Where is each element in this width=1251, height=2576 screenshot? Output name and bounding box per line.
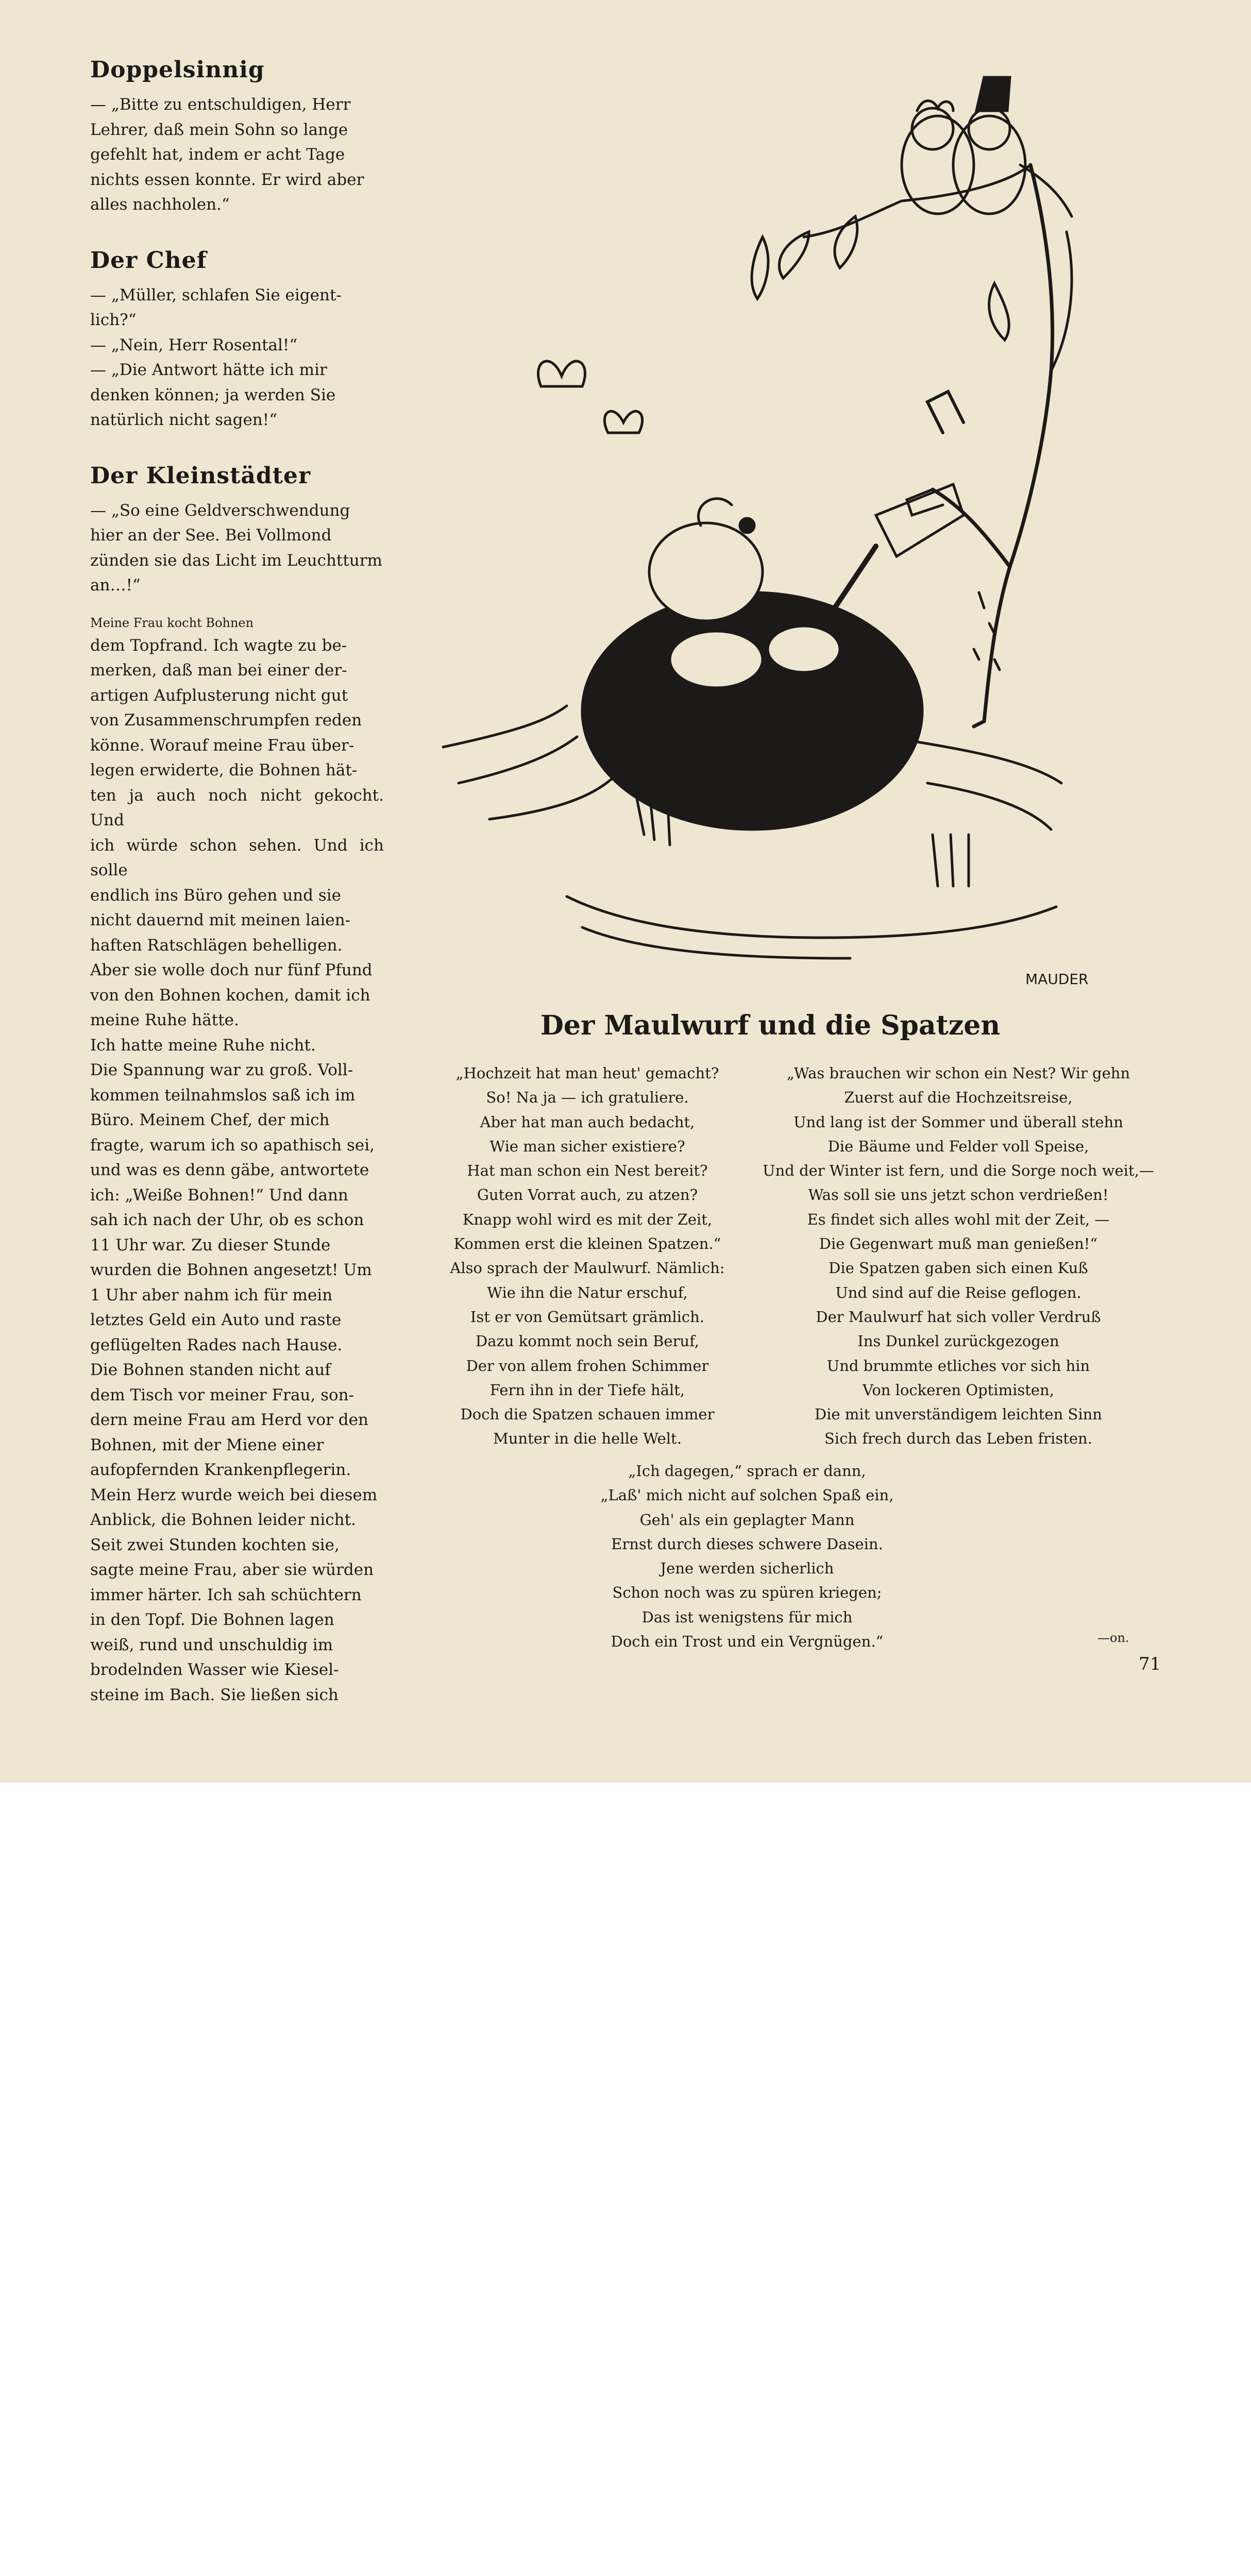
text-line: brodelnden Wasser wie Kiesel-	[90, 1660, 339, 1679]
text-line: Die mit unverständigem leichten Sinn	[815, 1405, 1102, 1423]
text-line: 11 Uhr war. Zu dieser Stunde	[90, 1235, 331, 1255]
text-line: kommen teilnahmslos saß ich im	[90, 1086, 356, 1105]
text-line: Der Maulwurf hat sich voller Verdruß	[816, 1308, 1101, 1326]
text-line: Und der Winter ist fern, und die Sorge noch weit,—	[763, 1162, 1154, 1180]
text-line: Und brummte etliches vor sich hin	[826, 1357, 1090, 1375]
viewer-footer	[0, 1793, 1251, 1880]
poem-right-column	[763, 1061, 1154, 1451]
text-line: Zuerst auf die Hochzeitsreise,	[844, 1089, 1073, 1107]
text-line: lich?“	[90, 311, 137, 329]
text-line: „Ich dagegen,“ sprach er dann,	[628, 1462, 866, 1480]
text-line: „Laß' mich nicht auf solchen Spaß ein,	[600, 1486, 894, 1504]
section-title: Doppelsinnig	[90, 57, 265, 83]
text-line: natürlich nicht sagen!“	[90, 411, 278, 429]
text-line: Es findet sich alles wohl mit der Zeit, —	[807, 1210, 1110, 1228]
text-line: Anblick, die Bohnen leider nicht.	[90, 1511, 356, 1529]
text-line: sah ich nach der Uhr, ob es schon	[90, 1211, 364, 1229]
text-line: Lehrer, daß mein Sohn so lange	[90, 120, 348, 139]
text-line: Ich hatte meine Ruhe nicht.	[90, 1036, 316, 1055]
text-line: gefehlt hat, indem er acht Tage	[90, 145, 345, 164]
text-line: Sich frech durch das Leben fristen.	[824, 1430, 1092, 1448]
section-title: Der Kleinstädter	[90, 462, 311, 489]
text-line: dern meine Frau am Herd vor den	[90, 1411, 368, 1429]
text-line: meine Ruhe hätte.	[90, 1011, 239, 1029]
text-line: Seit zwei Stunden kochten sie,	[90, 1535, 340, 1554]
text-line: von Zusammenschrumpfen reden	[90, 711, 362, 730]
text-line: weiß, rund und unschuldig im	[90, 1635, 333, 1654]
section-doppelsinnig	[90, 57, 384, 217]
text-line: Mein Herz wurde weich bei diesem	[90, 1485, 378, 1504]
text-line: immer härter. Ich sah schüchtern	[90, 1585, 362, 1604]
text-line: Von lockeren Optimisten,	[863, 1381, 1054, 1399]
text-line: dem Topfrand. Ich wagte zu be-	[90, 636, 347, 655]
text-line: wurden die Bohnen angesetzt! Um	[90, 1261, 372, 1279]
text-line: Geh' als ein geplagter Mann	[639, 1511, 855, 1529]
text-line: an…!“	[90, 576, 141, 595]
text-line: — „Bitte zu entschuldigen, Herr	[90, 95, 351, 114]
text-line: Aber hat man auch bedacht,	[480, 1113, 695, 1131]
section-der-chef	[90, 247, 384, 433]
text-line: Wie ihn die Natur erschuf,	[487, 1283, 688, 1301]
text-line: Ins Dunkel zurückgezogen	[857, 1332, 1059, 1350]
text-line: ich: „Weiße Bohnen!“ Und dann	[90, 1185, 348, 1205]
page-number: 71	[1139, 1654, 1161, 1674]
text-line: sagte meine Frau, aber sie würden	[90, 1561, 374, 1579]
text-line: haften Ratschlägen behelligen.	[90, 936, 343, 955]
text-line: Dazu kommt noch sein Beruf,	[475, 1332, 700, 1350]
text-line: Die Spatzen gaben sich einen Kuß	[829, 1259, 1088, 1277]
text-line: Bohnen, mit der Miene einer	[90, 1435, 324, 1454]
text-line: Hat man schon ein Nest bereit?	[467, 1162, 708, 1180]
text-line: Der von allem frohen Schimmer	[466, 1357, 709, 1375]
section-title: Der Chef	[90, 247, 207, 274]
text-line: Und sind auf die Reise geflogen.	[835, 1283, 1081, 1301]
text-line: Schon noch was zu spüren kriegen;	[612, 1584, 882, 1602]
text-line: Das ist wenigstens für mich	[641, 1608, 853, 1626]
text-line: Guten Vorrat auch, zu atzen?	[477, 1186, 698, 1204]
text-line: Kommen erst die kleinen Spatzen.“	[453, 1235, 721, 1253]
text-line: Jene werden sicherlich	[660, 1560, 834, 1578]
text-line: Aber sie wolle doch nur fünf Pfund	[90, 961, 373, 979]
text-line: Wie man sicher existiere?	[489, 1137, 685, 1155]
text-line: ten ja auch noch nicht gekocht. Und	[90, 786, 384, 829]
illustration-signature: MAUDER	[1025, 971, 1089, 988]
text-line: Munter in die helle Welt.	[493, 1430, 682, 1448]
text-line: Die Spannung war zu groß. Voll-	[90, 1061, 353, 1079]
text-line: So! Na ja — ich gratuliere.	[486, 1089, 689, 1107]
text-line: denken können; ja werden Sie	[90, 385, 336, 404]
text-line: fragte, warum ich so apathisch sei,	[90, 1136, 375, 1155]
text-line: Doch die Spatzen schauen immer	[460, 1405, 715, 1423]
text-line: Was soll sie uns jetzt schon verdrießen!	[808, 1186, 1109, 1204]
text-line: Knapp wohl wird es mit der Zeit,	[462, 1210, 713, 1228]
text-line: 1 Uhr aber nahm ich für mein	[90, 1285, 333, 1304]
text-line: nichts essen konnte. Er wird aber	[90, 170, 364, 189]
text-line: merken, daß man bei einer der-	[90, 661, 347, 680]
text-line: alles nachholen.“	[90, 195, 230, 214]
text-line: artigen Aufplusterung nicht gut	[90, 686, 348, 705]
story-text	[90, 633, 384, 1708]
text-line: letztes Geld ein Auto und raste	[90, 1311, 342, 1329]
text-line: — „Müller, schlafen Sie eigent-	[90, 285, 342, 304]
text-line: ich würde schon sehen. Und ich solle	[90, 836, 384, 879]
text-line: Doch ein Trost und ein Vergnügen.“	[611, 1633, 884, 1651]
text-line: steine im Bach. Sie ließen sich	[90, 1685, 339, 1704]
text-line: hier an der See. Bei Vollmond	[90, 526, 332, 545]
text-line: legen erwiderte, die Bohnen hät-	[90, 761, 358, 779]
text-line: endlich ins Büro gehen und sie	[90, 886, 342, 905]
text-line: Die Gegenwart muß man genießen!“	[819, 1235, 1098, 1253]
left-column	[90, 57, 384, 1707]
text-line: — „So eine Geldverschwendung	[90, 501, 350, 520]
text-line: und was es denn gäbe, antwortete	[90, 1161, 369, 1179]
text-line: Büro. Meinem Chef, der mich	[90, 1111, 330, 1129]
text-line: von den Bohnen kochen, damit ich	[90, 986, 370, 1005]
text-line: nicht dauernd mit meinen laien-	[90, 911, 351, 929]
text-line: aufopfernden Krankenpflegerin.	[90, 1461, 351, 1479]
text-line: „Hochzeit hat man heut' gemacht?	[455, 1064, 719, 1082]
text-line: „Was brauchen wir schon ein Nest? Wir gehn	[786, 1064, 1130, 1082]
text-line: Und lang ist der Sommer und überall stehn	[793, 1113, 1123, 1131]
text-line: Die Bäume und Felder voll Speise,	[827, 1137, 1089, 1155]
text-line: Ernst durch dieses schwere Dasein.	[611, 1535, 883, 1553]
text-line: dem Tisch vor meiner Frau, son-	[90, 1385, 354, 1404]
poem-signature: —on.	[1097, 1631, 1129, 1645]
text-line: Ist er von Gemütsart grämlich.	[470, 1308, 705, 1326]
section-der-kleinstaedter	[90, 463, 384, 598]
text-line: Fern ihn in der Tiefe hält,	[489, 1381, 685, 1399]
poem-title: Der Maulwurf und die Spatzen	[540, 1010, 1001, 1041]
text-line: könne. Worauf meine Frau über-	[90, 736, 354, 755]
text-line: geflügelten Rades nach Hause.	[90, 1335, 343, 1354]
text-line: — „Nein, Herr Rosental!“	[90, 335, 298, 354]
running-head: Meine Frau kocht Bohnen	[90, 615, 254, 630]
text-line: Die Bohnen standen nicht auf	[90, 1361, 331, 1379]
poem-final-stanza	[515, 1459, 979, 1654]
text-line: in den Topf. Die Bohnen lagen	[90, 1611, 334, 1629]
text-line: — „Die Antwort hätte ich mir	[90, 361, 327, 379]
text-line: Also sprach der Maulwurf. Nämlich:	[450, 1259, 725, 1277]
poem-left-column	[407, 1061, 768, 1451]
text-line: zünden sie das Licht im Leuchtturm	[90, 551, 383, 570]
mole-and-sparrows-illustration	[412, 62, 1185, 1005]
